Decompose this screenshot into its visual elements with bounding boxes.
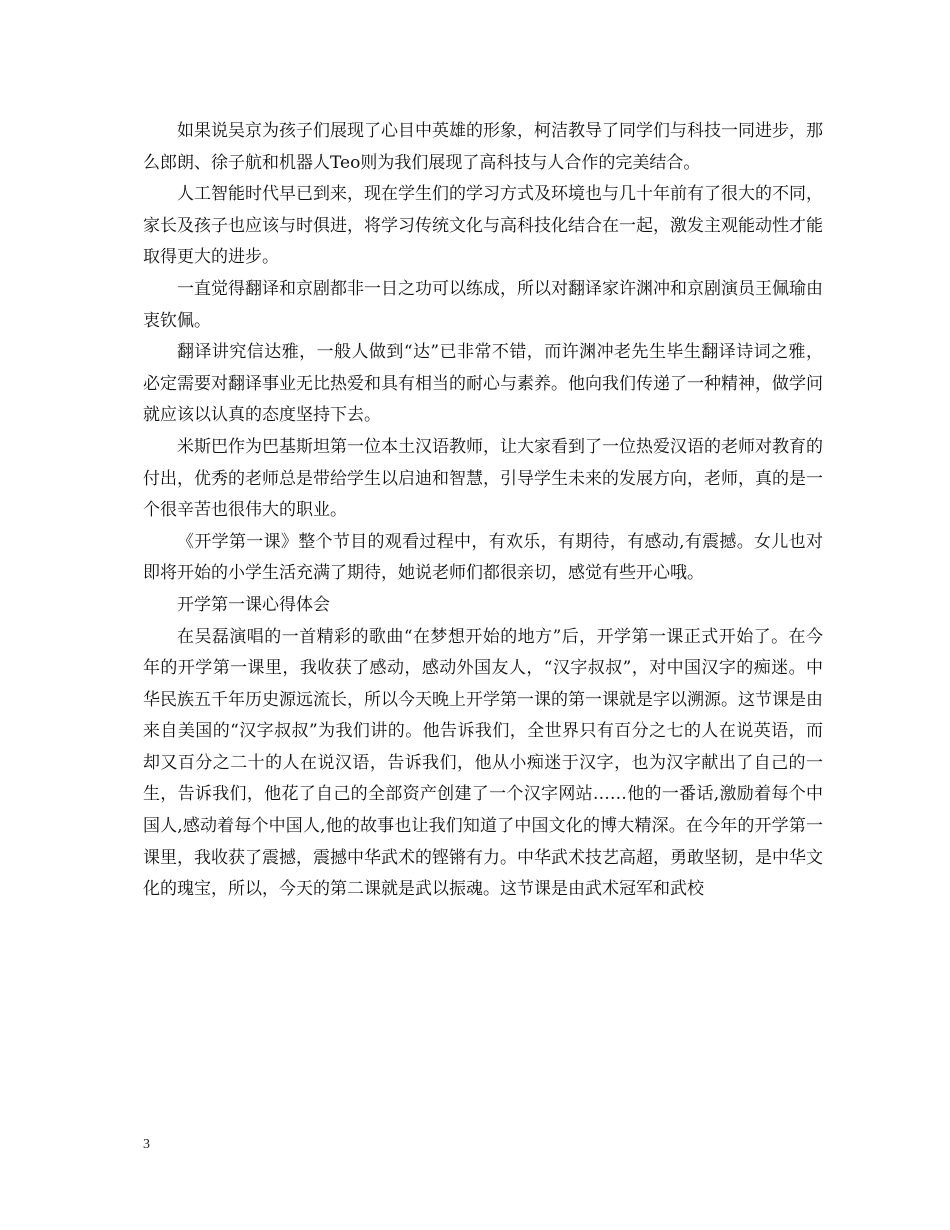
paragraph-2: 人工智能时代早已到来，现在学生们的学习方式及环境也与几十年前有了很大的不同，家长及孩子也应该与时俱进，将学习传统文化与高科技化结合在一起，激发主观能动性才能取得更大的进步。 <box>143 184 823 268</box>
page-number: 3 <box>143 1137 150 1152</box>
paragraph-6: 《开学第一课》整个节目的观看过程中，有欢乐，有期待，有感动,有震撼。女儿也对即将开始的小学生活充满了期待，她说老师们都很亲切，感觉有些开心哦。 <box>143 531 823 584</box>
paragraph-5: 米斯巴作为巴基斯坦第一位本土汉语教师，让大家看到了一位热爱汉语的老师对教育的付出，优秀的老师总是带给学生以启迪和智慧，引导学生未来的发展方向，老师，真的是一个很辛苦也很伟大的职业。 <box>143 436 823 521</box>
section-heading: 开学第一课心得体会 <box>177 594 330 615</box>
paragraph-7: 在吴磊演唱的一首精彩的歌曲“在梦想开始的地方”后，开学第一课正式开始了。在今年的开学第一课里，我收获了感动，感动外国友人，“汉字叔叔”，对中国汉字的痴迷。中华民族五千年历史源远流长，所以今天晚上开学第一课的第一课就是字以溯源。这节课是由来自美国的“汉字叔叔”为我们讲的。他告诉我们，全世界只有百分之七的人在说英语，而却又百分之二十的人在说汉语，告诉我们，他从小痴迷于汉字，也为汉字献出了自己的一生，告诉我们，他花了自己的全部资产创建了一个汉字网站……他的一番话,激励着每个中国人,感动着每个中国人,他的故事也让我们知道了中国文化的博大精深。在今年的开学第一课里，我收获了震撼，震撼中华武术的铿锵有力。中华武术技艺高超，勇敢坚韧，是中华文化的瑰宝，所以，今天的第二课就是武以振魂。这节课是由武术冠军和武校 <box>143 626 823 900</box>
paragraph-3: 一直觉得翻译和京剧都非一日之功可以练成，所以对翻译家许渊冲和京剧演员王佩瑜由衷钦佩。 <box>143 278 823 331</box>
paragraph-1: 如果说吴京为孩子们展现了心目中英雄的形象，柯洁教导了同学们与科技一同进步，那么郎朗、徐子航和机器人Teo则为我们展现了高科技与人合作的完美结合。 <box>143 121 823 173</box>
document-body <box>143 116 823 906</box>
paragraph-4: 翻译讲究信达雅，一般人做到“达”已非常不错，而许渊冲老先生毕生翻译诗词之雅，必定需要对翻译事业无比热爱和具有相当的耐心与素养。他向我们传递了一种精神，做学问就应该以认真的态度坚持下去。 <box>143 342 823 426</box>
